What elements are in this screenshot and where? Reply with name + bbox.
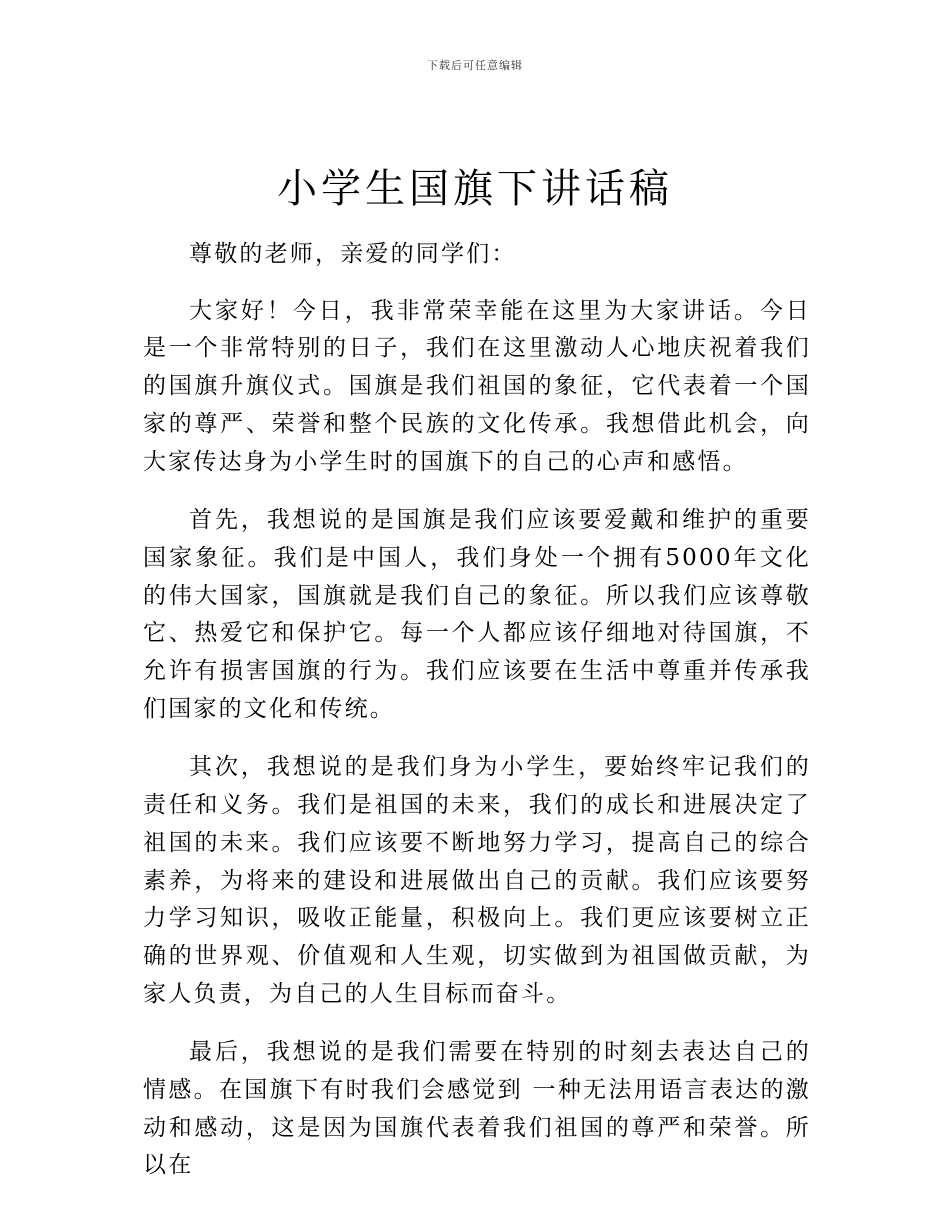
salutation: 尊敬的老师，亲爱的同学们：	[189, 241, 517, 267]
paragraph-4: 最后，我想说的是我们需要在特别的时刻去表达自己的情感。在国旗下有时我们会感觉到 一种无法用语言表达的激动和感动，这是因为国旗代表着我们祖国的尊严和荣誉。所以在	[143, 1039, 811, 1179]
paragraph-2: 首先，我想说的是国旗是我们应该要爱戴和维护的重要国家象征。我们是中国人，我们身处一个拥有5000年文化的伟大国家，国旗就是我们自己的象征。所以我们应该尊敬它、热爱它和保护它。每一个人都应该仔细地对待国旗，不允许有损害国旗的行为。我们应该要在生活中尊重并传承我们国家的文化和传统。	[143, 507, 811, 722]
document-title: 小学生国旗下讲话稿	[277, 166, 673, 212]
header-note: 下载后可任意编辑	[427, 59, 523, 72]
document-body	[143, 236, 811, 1206]
paragraph-1: 大家好！今日，我非常荣幸能在这里为大家讲话。今日是一个非常特别的日子，我们在这里激动人心地庆祝着我们的国旗升旗仪式。国旗是我们祖国的象征，它代表着一个国家的尊严、荣誉和整个民族的文化传承。我想借此机会，向大家传达身为小学生时的国旗下的自己的心声和感悟。	[143, 297, 811, 475]
paragraph-3: 其次，我想说的是我们身为小学生，要始终牢记我们的责任和义务。我们是祖国的未来，我们的成长和进展决定了祖国的未来。我们应该要不断地努力学习，提高自己的综合素养，为将来的建设和进展做出自己的贡献。我们应该要努力学习知识，吸收正能量，积极向上。我们更应该要树立正确的世界观、价值观和人生观，切实做到为祖国做贡献，为家人负责，为自己的人生目标而奋斗。	[143, 754, 811, 1007]
